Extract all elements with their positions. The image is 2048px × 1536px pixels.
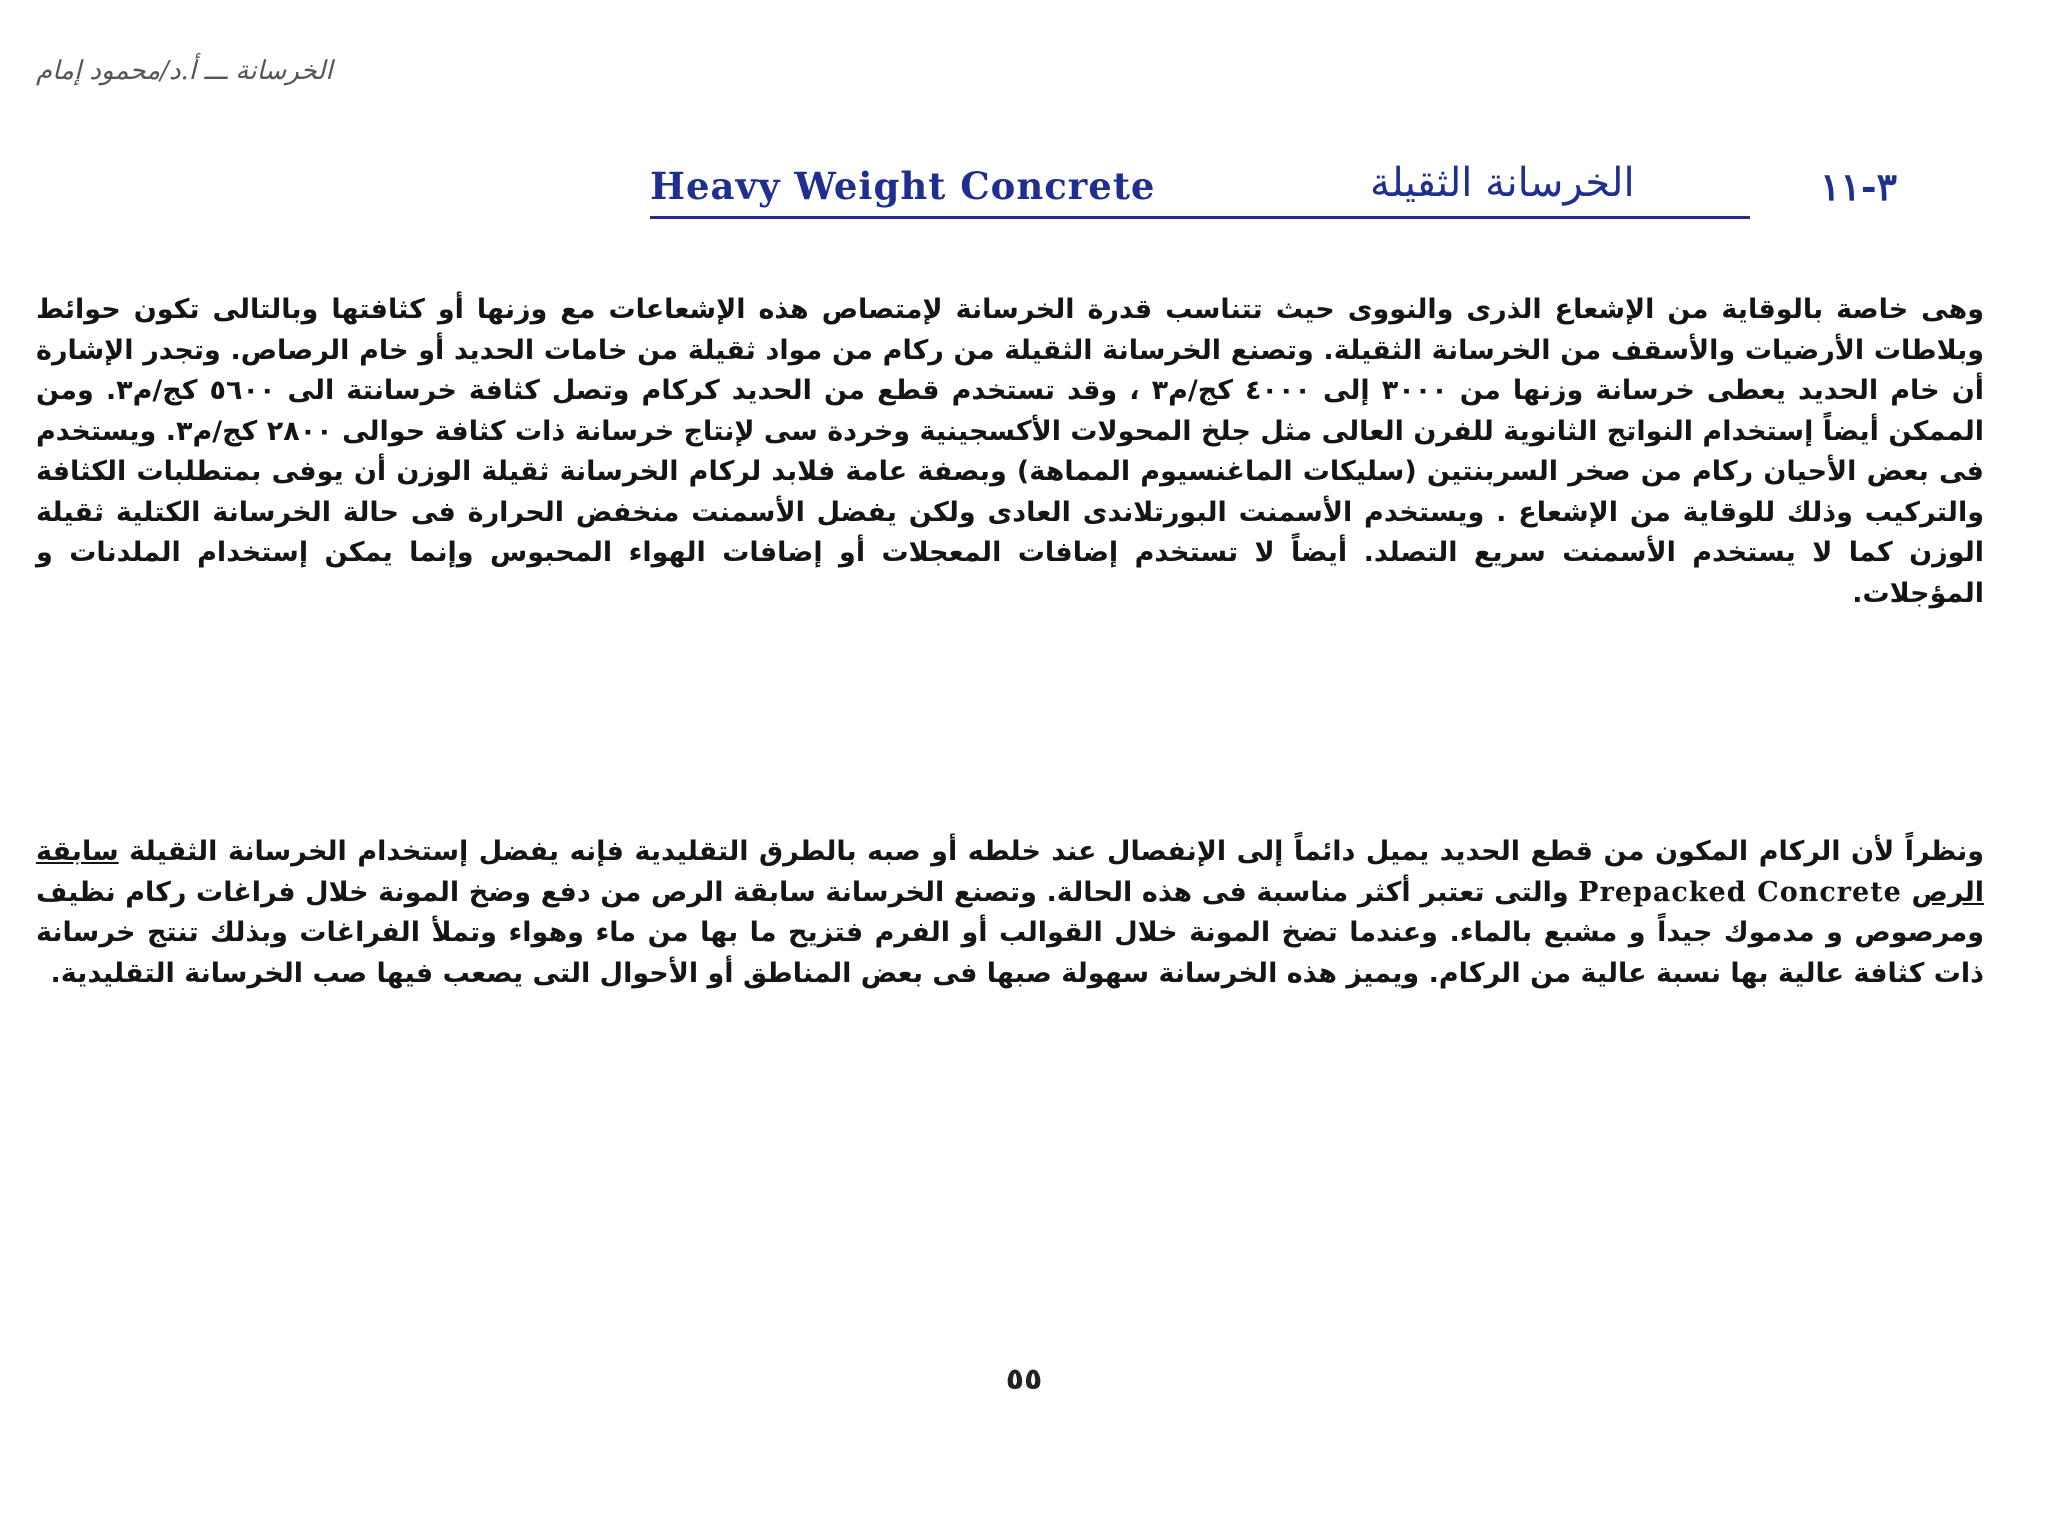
page-number: ٥٥ [1005, 1362, 1043, 1397]
section-heading [650, 160, 1980, 220]
section-title-arabic: الخرسانة الثقيلة [1370, 160, 1635, 206]
paragraph-2-text-part-1: ونظراً لأن الركام المكون من قطع الحديد يميل دائماً إلى الإنفصال عند خلطه أو صبه بالطرق التقليدية فإنه يفضل إستخدام الخرسانة الثقيلة [129, 836, 1984, 867]
paragraph-2-text-part-2: والتى تعتبر أكثر مناسبة فى هذه الحالة. وتصنع الخرسانة سابقة الرص من دفع وضخ المونة خلال فراغات ركام نظيف ومرصوص و مدموك جيداً و مشبع بالماء. وعندما تضخ المونة خلال القوالب أو الفرم فتزيح ما بها من ماء وهواء وتملأ الفراغات وبذلك تنتج خرسانة ذات كثافة عالية بها نسبة عالية من الركام. ويميز هذه الخرسانة سهولة صبها فى بعض المناطق أو الأحوال التى يصعب فيها صب الخرسانة التقليدية. [36, 876, 1984, 989]
section-title-english: Heavy Weight Concrete [650, 164, 1156, 208]
running-header: الخرسانة ـــ أ.د/محمود إمام [36, 56, 333, 86]
section-number: ٣-١١ [1820, 164, 1898, 209]
prepacked-term-arabic: سابقة الرص [36, 836, 1984, 908]
paragraph-prepacked-concrete [36, 832, 1984, 994]
heading-underline [650, 216, 1750, 219]
paragraph-heavy-concrete-description: وهى خاصة بالوقاية من الإشعاع الذرى والنووى حيث تتناسب قدرة الخرسانة لإمتصاص هذه الإشعاعات مع وزنها أو كثافتها وبالتالى تكون حوائط وبلاطات الأرضيات والأسقف من الخرسانة الثقيلة. وتصنع الخرسانة الثقيلة من ركام من مواد ثقيلة من خامات الحديد أو خام الرصاص. وتجدر الإشارة أن خام الحديد يعطى خرسانة وزنها من ٣٠٠٠ إلى ٤٠٠٠ كج/م٣ ، وقد تستخدم قطع من الحديد كركام وتصل كثافة خرسانتة الى ٥٦٠٠ كج/م٣. ومن الممكن أيضاً إستخدام النواتج الثانوية للفرن العالى مثل جلخ المحولات الأكسجينية وخردة سى لإنتاج خرسانة ذات كثافة حوالى ٢٨٠٠ كج/م٣. ويستخدم فى بعض الأحيان ركام من صخر السربنتين (سليكات الماغنسيوم المماهة) وبصفة عامة فلابد لركام الخرسانة ثقيلة الوزن أن يوفى بمتطلبات الكثافة والتركيب وذلك للوقاية من الإشعاع . ويستخدم الأسمنت البورتلاندى العادى ولكن يفضل الأسمنت منخفض الحرارة فى حالة الخرسانة الكتلية ثقيلة الوزن كما لا يستخدم الأسمنت سريع التصلد. أيضاً لا تستخدم إضافات المعجلات أو إضافات الهواء المحبوس وإنما يمكن إستخدام الملدنات و المؤجلات. [36, 294, 1984, 609]
prepacked-term-english: Prepacked Concrete [1578, 876, 1902, 908]
